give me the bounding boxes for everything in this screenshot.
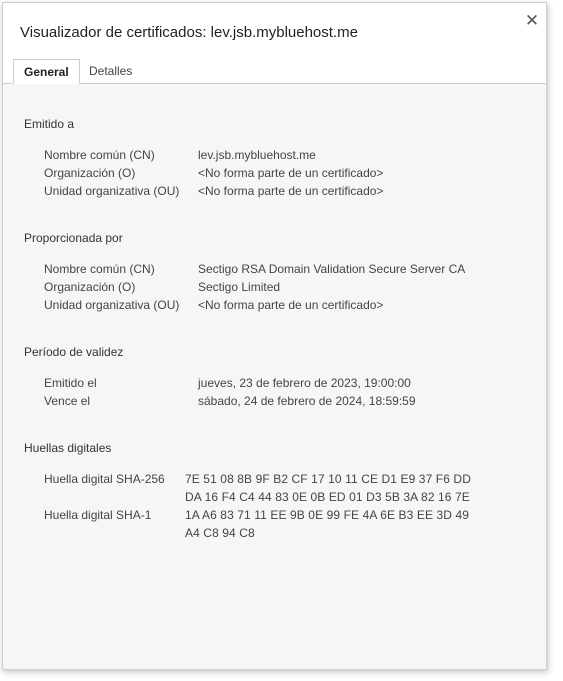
issued-by-o-value: Sectigo Limited — [198, 280, 281, 294]
sha1-label: Huella digital SHA-1 — [44, 508, 152, 522]
issued-to-heading: Emitido a — [24, 117, 75, 131]
sha256-label: Huella digital SHA-256 — [44, 472, 165, 486]
tab-bar — [3, 59, 546, 84]
issued-on-label: Emitido el — [44, 376, 97, 390]
general-tab-panel — [3, 84, 546, 669]
issued-by-cn-value: Sectigo RSA Domain Validation Secure Server CA — [198, 262, 466, 276]
issued-to-o-label: Organización (O) — [44, 166, 136, 180]
tab-general[interactable]: General — [13, 59, 80, 84]
expires-on-value: sábado, 24 de febrero de 2024, 18:59:59 — [198, 394, 416, 408]
issued-to-cn-value: lev.jsb.mybluehost.me — [198, 148, 316, 162]
close-icon[interactable]: ✕ — [524, 11, 540, 30]
issued-to-o-value: <No forma parte de un certificado> — [198, 166, 384, 180]
sha1-value-line2: A4 C8 94 C8 — [185, 526, 255, 540]
issued-by-heading: Proporcionada por — [24, 231, 123, 245]
issued-to-ou-label: Unidad organizativa (OU) — [44, 184, 180, 198]
issued-to-cn-label: Nombre común (CN) — [44, 148, 155, 162]
sha256-value-line2: DA 16 F4 C4 44 83 0E 0B ED 01 D3 5B 3A 82 16 7E — [185, 490, 470, 504]
issued-by-ou-value: <No forma parte de un certificado> — [198, 298, 384, 312]
sha1-value-line1: 1A A6 83 71 11 EE 9B 0E 99 FE 4A 6E B3 EE 3D 49 — [185, 508, 470, 522]
expires-on-label: Vence el — [44, 394, 91, 408]
issued-on-value: jueves, 23 de febrero de 2023, 19:00:00 — [198, 376, 411, 390]
issued-by-o-label: Organización (O) — [44, 280, 136, 294]
sha256-value-line1: 7E 51 08 8B 9F B2 CF 17 10 11 CE D1 E9 37 F6 DD — [185, 472, 471, 486]
issued-to-ou-value: <No forma parte de un certificado> — [198, 184, 384, 198]
tab-details[interactable]: Detalles — [89, 64, 133, 78]
issued-by-ou-label: Unidad organizativa (OU) — [44, 298, 180, 312]
issued-by-cn-label: Nombre común (CN) — [44, 262, 155, 276]
certificate-viewer-dialog — [2, 2, 547, 670]
fingerprints-heading: Huellas digitales — [24, 441, 112, 455]
dialog-title: Visualizador de certificados: lev.jsb.mybluehost.me — [20, 24, 358, 41]
validity-heading: Período de validez — [24, 345, 124, 359]
